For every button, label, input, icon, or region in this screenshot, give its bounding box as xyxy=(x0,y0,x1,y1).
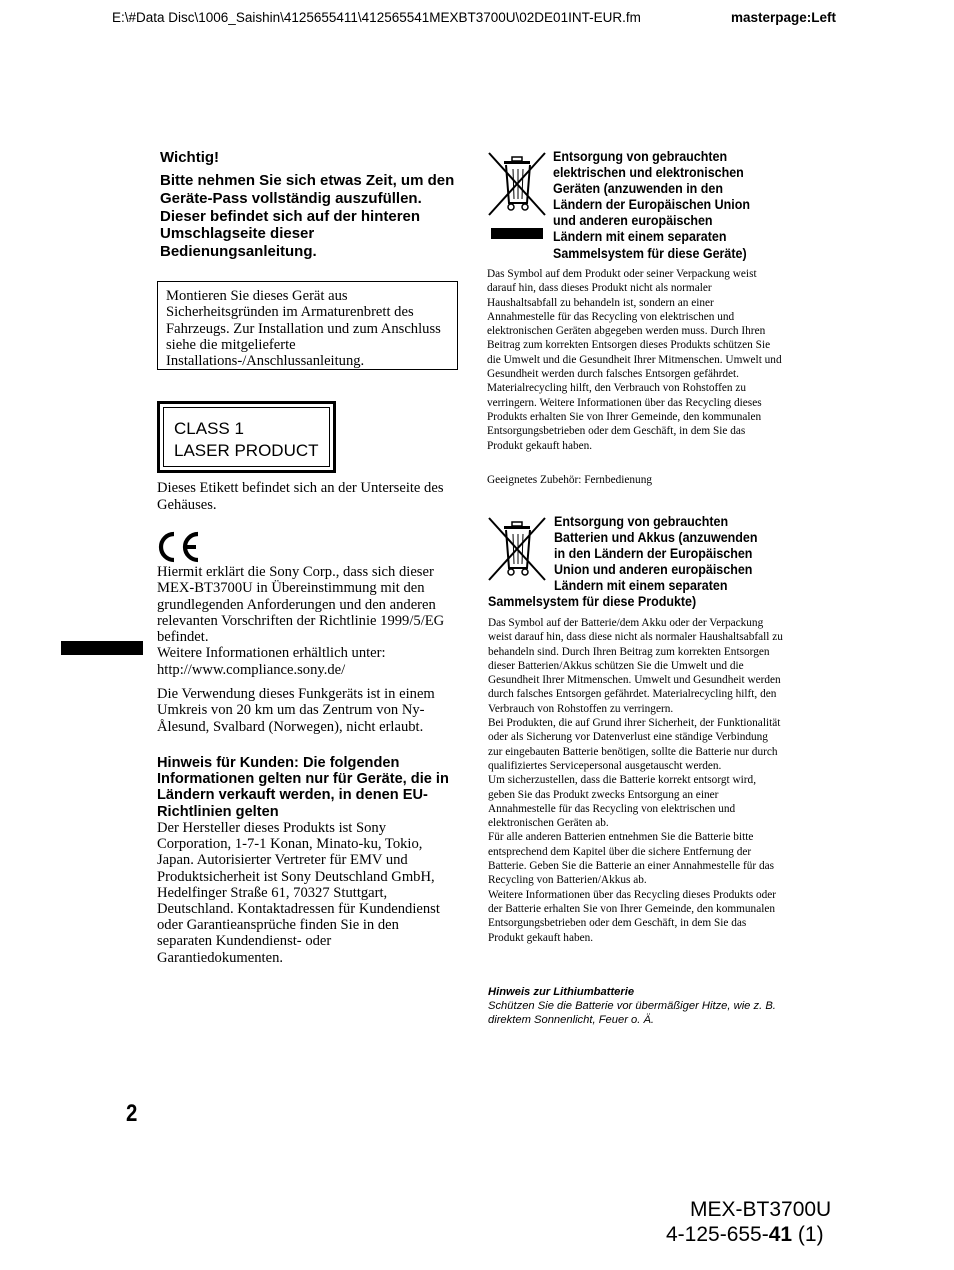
part-number-suffix: (1) xyxy=(792,1223,824,1246)
weee-battery-paragraph: Für alle anderen Batterien entnehmen Sie die Batterie bitte entsprechend dem Kapitel über die sichere Entfernung der Batterie. Geben Sie die Batterie an einer Annahmestelle für das Recycling von Batterien/Akkus ab. xyxy=(488,831,775,887)
conformity-declaration xyxy=(157,564,462,678)
model-number: MEX-BT3700U xyxy=(690,1198,832,1221)
file-path-header: E:\#Data Disc\1006_Saishin\4125655411\412565541MEXBT3700U\02DE01INT-EUR.fm xyxy=(112,10,641,25)
conformity-text: Hiermit erklärt die Sony Corp., dass sich dieser MEX-BT3700U in Übereinstimmung mit den grundlegenden Anforderungen und den anderen relevanten Vorschriften der Richtlinie 1999/5/EG befindet. xyxy=(157,564,445,646)
weee-battery-paragraph: Um sicherzustellen, dass die Batterie korrekt entsorgt wird, geben Sie das Produkt zwecks Entsorgung an einer Annahmestelle für das Recycling von elektrischen und elektronischen Geräten ab. xyxy=(488,774,757,830)
weee-battery-paragraph: Bei Produkten, die auf Grund ihrer Sicherheit, der Funktionalität oder als Sicherung vor Datenverlust eine ständige Verbindung zur eingebauten Batterie benötigen, sollte die Batterie nur durch qualifiziertes Servicepersonal ausgetauscht werden. xyxy=(488,717,781,772)
laser-label-class: CLASS 1 xyxy=(174,419,244,438)
weee-battery-heading: Entsorgung von gebrauchten Batterien und Akkus (anzuwenden in den Ländern der Europäischen Union und anderen europäischen Ländern mit einem separaten xyxy=(554,514,758,595)
crossed-out-wheelie-bin-icon xyxy=(487,151,547,222)
chapter-tab-marker xyxy=(61,641,143,655)
radio-usage-note: Die Verwendung dieses Funkgeräts ist in einem Umkreis von 20 km um das Zentrum von Ny-Ålesund, Svalbard (Norwegen), nicht erlaubt. xyxy=(157,686,435,735)
weee-electronics-heading: Entsorgung von gebrauchten elektrischen und elektronischen Geräten (anzuwenden in den Ländern der Europäischen Union und anderen europäischen Ländern mit einem separaten Sammelsystem für diese Geräte) xyxy=(553,149,751,262)
page-number: 2 xyxy=(126,1100,138,1127)
part-number xyxy=(666,1222,824,1248)
separate-collection-bar xyxy=(491,228,543,239)
crossed-out-wheelie-bin-icon xyxy=(487,516,547,587)
weee-battery-paragraph: Das Symbol auf der Batterie/dem Akku oder der Verpackung weist darauf hin, dass diese nicht als normaler Haushaltsabfall zu behandeln sind. Durch Ihren Beitrag zum korrekten Entsorgen dieser Batterien/Akkus schützen Sie die Umwelt und die Gesundheit Ihrer Mitmenschen. Umwelt und Gesundheit werden durch falsches Entsorgen gefährdet. Materialrecycling hilft, den Verbrauch von Rohstoffen zu verringern. xyxy=(488,617,783,715)
conformity-more-info: Weitere Informationen erhältlich unter: xyxy=(157,645,386,662)
weee-electronics-text: Das Symbol auf dem Produkt oder seiner Verpackung weist darauf hin, dass dieses Produkt nicht als normaler Haushaltsabfall zu behandeln ist, sondern an einer Annahmestelle für das Recycling von elektrischen und elektronischen Geräten abgegeben werden muss. Durch Ihren Beitrag zum korrekten Entsorgen dieses Produkts schützen Sie die Umwelt und die Gesundheit Ihrer Mitmenschen. Umwelt und Gesundheit werden durch falsches Entsorgen gefährdet. Materialrecycling hilft, den Verbrauch von Rohstoffen zu verringern. Weitere Informationen über das Recycling dieses Produkts erhalten Sie von Ihrer Gemeinde, den kommunalen Entsorgungsbetrieben oder dem Geschäft, in dem Sie das Produkt gekauft haben. xyxy=(487,268,782,452)
laser-label-inner-border xyxy=(163,407,330,467)
masterpage-label: masterpage:Left xyxy=(731,10,837,25)
suitable-accessory: Geeignetes Zubehör: Fernbedienung xyxy=(487,474,653,486)
ce-mark-icon xyxy=(157,531,203,568)
laser-label-caption: Dieses Etikett befindet sich an der Unterseite des Gehäuses. xyxy=(157,480,444,513)
lithium-battery-text: Schützen Sie die Batterie vor übermäßiger Hitze, wie z. B. direktem Sonnenlicht, Feuer o. Ä. xyxy=(488,1000,776,1027)
customer-notice-heading: Hinweis für Kunden: Die folgenden Informationen gelten nur für Geräte, die in Ländern verkauft werden, in denen EU-Richtlinien gelten xyxy=(157,755,449,820)
laser-label-product: LASER PRODUCT xyxy=(174,441,319,460)
weee-battery-heading-continued: Sammelsystem für diese Produkte) xyxy=(488,594,697,610)
lithium-battery-heading: Hinweis zur Lithiumbatterie xyxy=(488,986,635,998)
mounting-notice-box: Montieren Sie dieses Gerät aus Sicherheitsgründen im Armaturenbrett des Fahrzeugs. Zur Installation und zum Anschluss siehe die mitgelieferte Installations-/Anschlussanleitung. xyxy=(157,281,458,370)
conformity-url: http://www.compliance.sony.de/ xyxy=(157,661,346,678)
weee-battery-paragraph: Weitere Informationen über das Recycling dieses Produkts oder der Batterie erhalten Sie von Ihrer Gemeinde, den kommunalen Entsorgungsbetrieben oder dem Geschäft, in dem Sie das Produkt gekauft haben. xyxy=(488,888,777,944)
important-text: Bitte nehmen Sie sich etwas Zeit, um den Geräte-Pass vollständig auszufüllen. Dieser befindet sich auf der hinteren Umschlagseite dieser Bedienungsanleitung. xyxy=(160,172,455,261)
weee-battery-text xyxy=(488,616,784,945)
important-heading: Wichtig! xyxy=(160,149,220,166)
part-number-prefix: 4-125-655- xyxy=(666,1223,769,1246)
customer-notice-text: Der Hersteller dieses Produkts ist Sony Corporation, 1-7-1 Konan, Minato-ku, Tokio, Japan. Autorisierter Vertreter für EMV und Produktsicherheit ist Sony Deutschland GmbH, Hedelfinger Straße 61, 70327 Stuttgart, Deutschland. Kontaktadressen für Kundendienst oder Garantieansprüche finden Sie in den separaten Kundendienst- oder Garantiedokumenten. xyxy=(157,820,440,966)
laser-class-label xyxy=(157,401,336,473)
part-number-bold: 41 xyxy=(768,1223,793,1246)
